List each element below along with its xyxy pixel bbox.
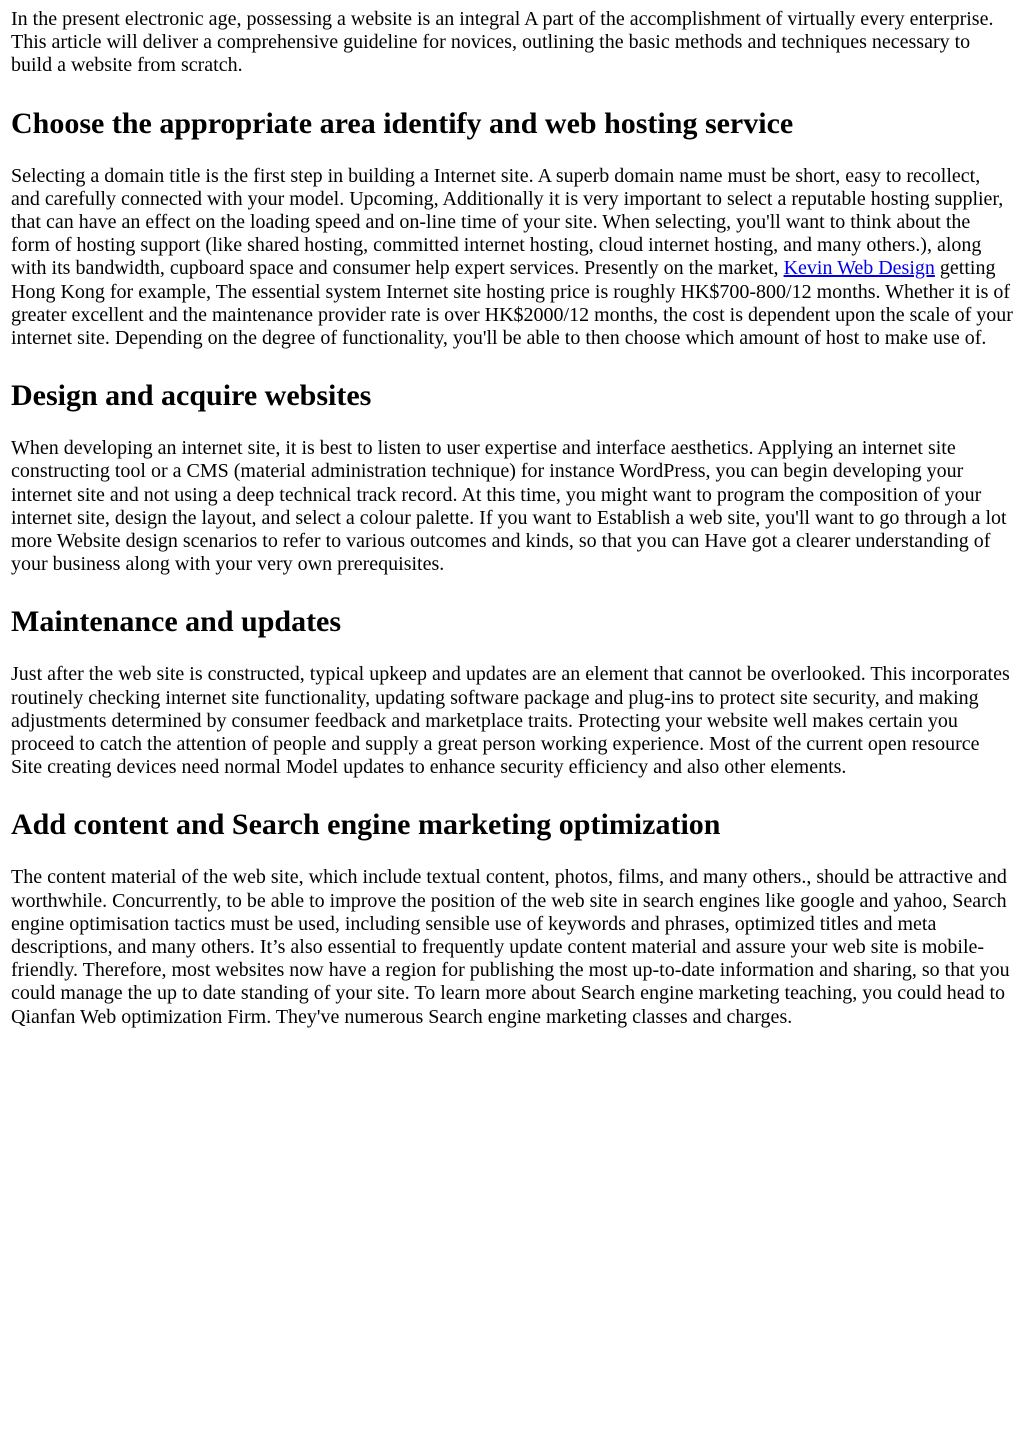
section-paragraph-domain-hosting	[11, 165, 1013, 351]
kevin-web-design-link[interactable]: Kevin Web Design	[783, 257, 935, 280]
paragraph-text-after-link: getting Hong Kong for example, The essential system Internet site hosting price is roughly HK$700-800/12 months. Whether it is of greater excellent and the maintenance provider rate is over HK$2000/12 months, the cost is dependent upon the scale of your internet site. Depending on the degree of functionality, you'll be able to then choose which amount of host to make use of.	[11, 257, 1013, 350]
section-paragraph-maintenance: Just after the web site is constructed, typical upkeep and updates are an element that cannot be overlooked. This incorporates routinely checking internet site functionality, updating software package and plug-ins to protect site security, and making adjustments determined by consumer feedback and marketplace traits. Protecting your website well makes certain you proceed to catch the attention of people and supply a great person working experience. Most of the current open resource Site creating devices need normal Model updates to enhance security efficiency and also other elements.	[11, 663, 1010, 779]
section-heading-domain-hosting: Choose the appropriate area identify and web hosting service	[11, 106, 794, 140]
section-heading-content-seo: Add content and Search engine marketing optimization	[11, 808, 721, 842]
section-paragraph-content-seo: The content material of the web site, which include textual content, photos, films, and many others., should be attractive and worthwhile. Concurrently, to be able to improve the position of the web site in search engines like google and yahoo, Search engine optimisation tactics must be used, including sensible use of keywords and phrases, optimized titles and meta descriptions, and many others. It’s also essential to frequently update content material and assure your web site is mobile-friendly. Therefore, most websites now have a region for publishing the most up-to-date information and sharing, so that you could manage the up to date standing of your site. To learn more about Search engine marketing teaching, you could head to Qianfan Web optimization Firm. They've numerous Search engine marketing classes and charges.	[11, 866, 1010, 1028]
section-paragraph-design: When developing an internet site, it is best to listen to user expertise and interface aesthetics. Applying an internet site constructing tool or a CMS (material administration technique) for instance WordPress, you can begin developing your internet site and not using a deep technical track record. At this time, you might want to program the composition of your internet site, design the layout, and select a colour palette. If you want to Establish a web site, you'll want to go through a lot more Website design scenarios to refer to various outcomes and kinds, so that you can Have got a clearer understanding of your business along with your very own prerequisites.	[11, 437, 1007, 576]
intro-paragraph: In the present electronic age, possessing a website is an integral A part of the accomplishment of virtually every enterprise. This article will deliver a comprehensive guideline for novices, outlining the basic methods and techniques necessary to build a website from scratch.	[11, 8, 994, 77]
paragraph-text-before-link: Selecting a domain title is the first step in building a Internet site. A superb domain name must be short, easy to recollect, and carefully connected with your model. Upcoming, Additionally it is very important to select a reputable hosting supplier, that can have an effect on the loading speed and on-line time of your site. When selecting, you'll want to think about the form of hosting support (like shared hosting, committed internet hosting, cloud internet hosting, and many others.), along with its bandwidth, cupboard space and consumer help expert services. Presently on the market,	[11, 164, 1004, 280]
section-heading-design: Design and acquire websites	[11, 379, 372, 413]
section-heading-maintenance: Maintenance and updates	[11, 605, 342, 639]
